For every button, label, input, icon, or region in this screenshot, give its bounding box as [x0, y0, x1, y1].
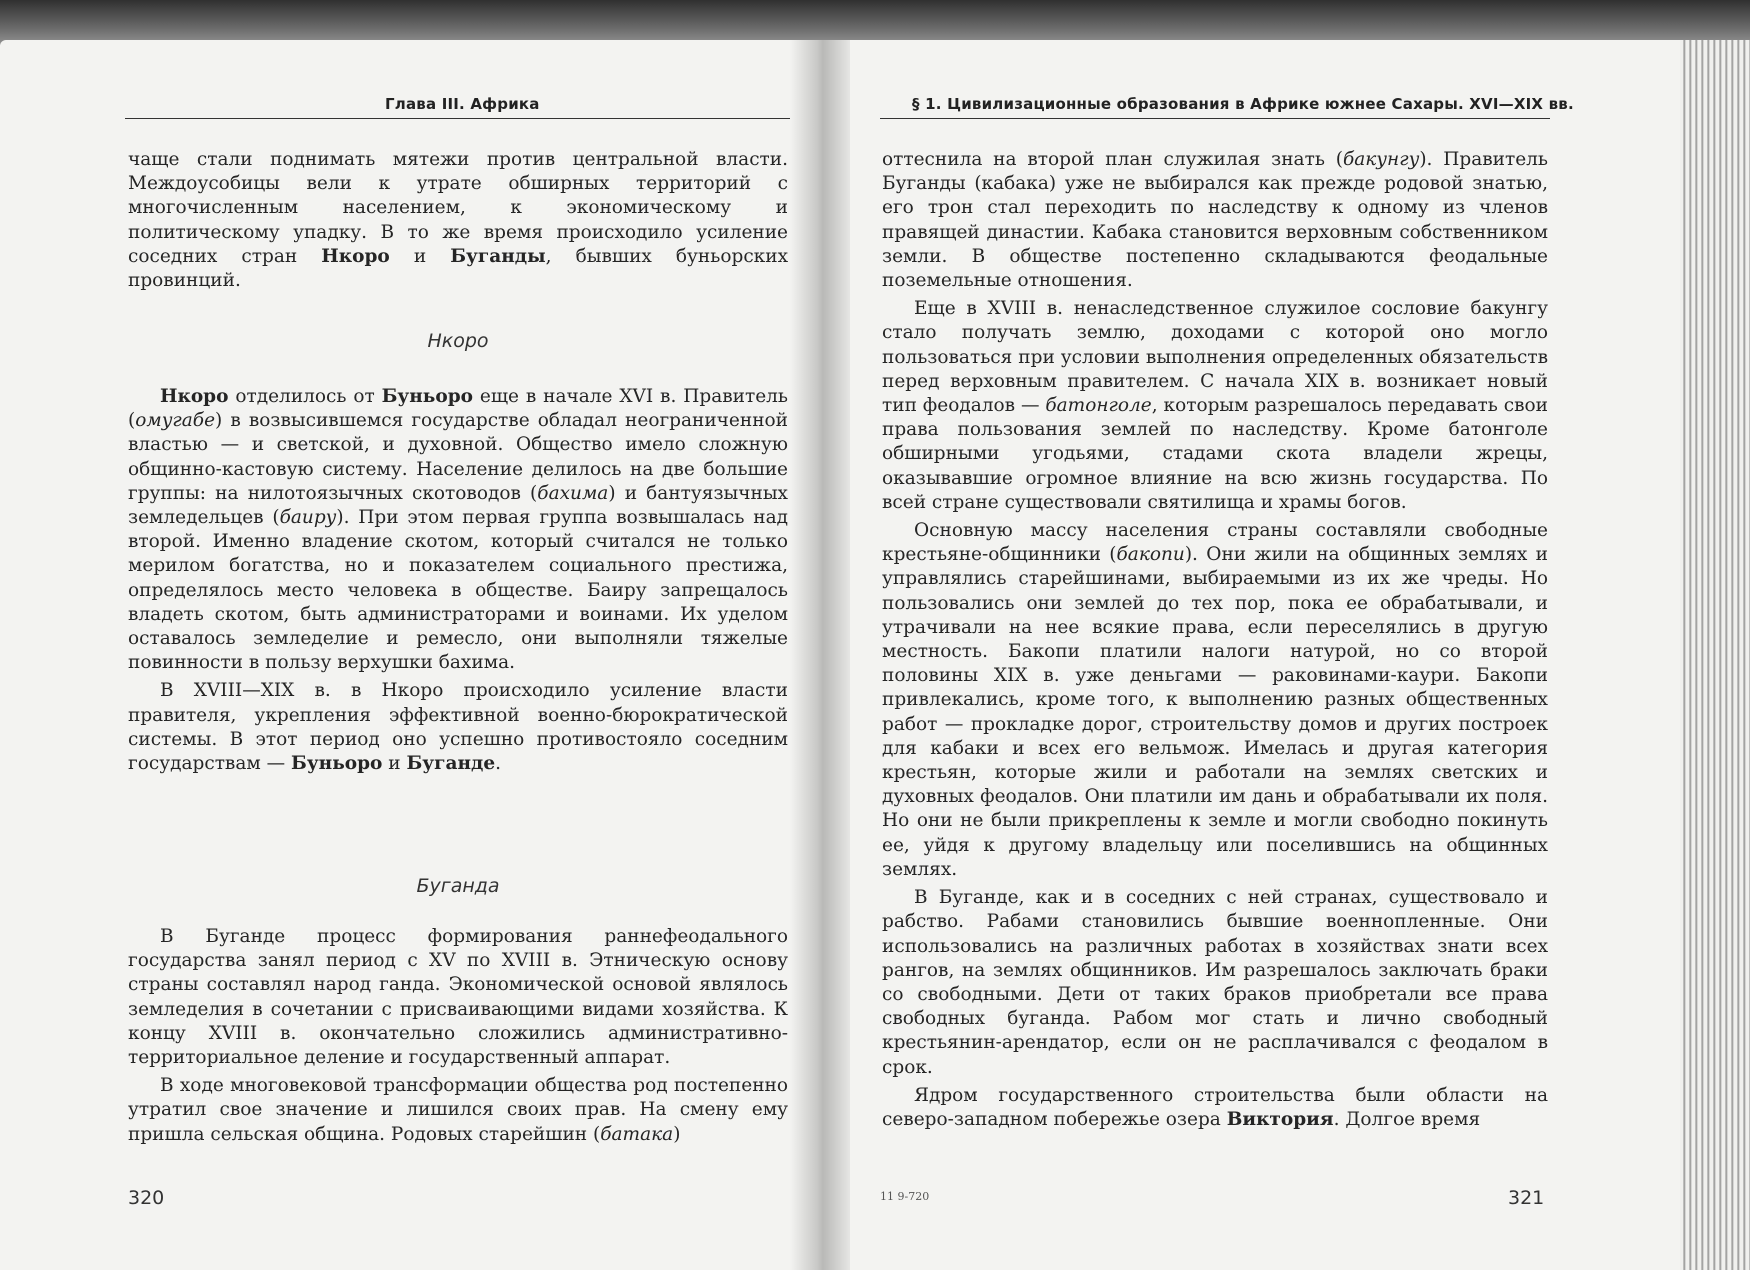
- text-run: . Долгое время: [1333, 1108, 1481, 1130]
- text-run: ): [673, 1123, 681, 1145]
- text-run: и: [382, 753, 407, 775]
- italic-term: омугабе: [135, 410, 216, 432]
- text-run: ). Правитель Буганды (кабака) уже не выбирался как прежде родовой знатью, его трон стал переходить по наследству к одному из членов правящей династии. Кабака становится верховным собственником земли. В обществе постепенно складываются феодальные поземельные отношения.: [882, 149, 1548, 292]
- text-run: отделилось от: [228, 386, 382, 407]
- paragraph-buganda-2: [128, 1074, 788, 1147]
- bold-term: Буньоро: [291, 753, 383, 775]
- text-run: ) в возвысившемся государстве обладал неограниченной властью — и светской, и духовной. Общество имело сложную общинно-кастовую систему. Население делилось на две большие группы: на нилотоязычных скотоводов (: [128, 410, 788, 504]
- text-run: В ходе многовековой трансформации общества род постепенно утратил свое значение и лишился своих прав. На смену ему пришла сельская община. Родовых старейшин (: [128, 1075, 788, 1145]
- paragraph-right-2: [882, 297, 1548, 515]
- printer-signature: 11 9-720: [880, 1190, 930, 1203]
- left-text-buganda: [128, 925, 788, 1151]
- left-running-head: Глава III. Африка: [385, 95, 540, 113]
- page-edges: [1680, 40, 1750, 1270]
- text-run: , бывших буньорских провинций.: [128, 245, 789, 292]
- text-run: ) и бантуязычных земледельцев (: [128, 482, 788, 529]
- italic-term: бакопи: [1116, 544, 1185, 566]
- text-run: чаще стали поднимать мятежи против центральной власти. Междоусобицы вели к утрате обширных территорий с многочисленным населением, к экономическому и политическому упадку. В то же время происходило усиление соседних стран: [128, 149, 788, 267]
- text-run: В XVIII—XIX в. в Нкоро происходило усиление власти правителя, укрепления эффективной военно-бюрократической системы. В этот период оно успешно противостояло соседним государствам —: [128, 680, 788, 775]
- paragraph-right-1: [882, 148, 1548, 293]
- text-run: Ядром государственного строительства были области на северо-западном побережье озера: [882, 1084, 1548, 1130]
- bold-term: Нкоро: [160, 386, 229, 407]
- paragraph-right-4: [882, 886, 1548, 1080]
- bold-term: Нкоро: [321, 245, 390, 267]
- bold-term: Буганде: [406, 753, 496, 775]
- right-text: [882, 148, 1548, 1136]
- text-run: .: [495, 753, 502, 775]
- left-text-top: [128, 148, 788, 297]
- paragraph-buganda-1: [128, 925, 788, 1070]
- subhead-buganda: Буганда: [416, 875, 500, 897]
- text-run: Основную массу населения страны составляли свободные крестьяне-общинники (: [882, 520, 1548, 566]
- text-run: В Буганде, как и в соседних с ней странах, существовало и рабство. Рабами становились бывшие военнопленные. Они использовались на различных работах в хозяйствах знати всех рангов, на землях общинников. Им разрешалось заключать браки со свободными. Дети от таких браков приобретали все права свободных буганда. Рабом мог стать и лично свободный крестьянин-арендатор, если он не расплачивался с феодалом в срок.: [882, 887, 1548, 1078]
- italic-term: баиру: [279, 507, 337, 529]
- book-gutter: [790, 40, 850, 1270]
- italic-term: бахима: [537, 482, 609, 504]
- page-number-left: 320: [128, 1187, 165, 1209]
- text-run: В Буганде процесс формирования раннефеодального государства занял период с XV по XVIII в. Этническую основу страны составлял народ ганда. Экономической основой являлось земледелия в сочетании с присваивающими видами хозяйства. К концу XVIII в. окончательно сложились административно-территориальное деление и государственный аппарат.: [128, 926, 788, 1069]
- italic-term: бакунгу: [1342, 149, 1420, 170]
- paragraph-nkoro-1: [128, 385, 788, 675]
- text-run: еще в начале XVI в. Правитель (: [128, 386, 788, 432]
- left-text-nkoro: [128, 385, 788, 780]
- text-run: и: [389, 245, 451, 267]
- text-run: ). Они жили на общинных землях и управлялись старейшинами, выбираемыми из их же чреды. Но пользовались они землей до тех пор, пока ее обрабатывали, и утрачивали на нее всякие права, если переселялись в другую местность. Бакопи платили налоги натурой, но со второй половины XIX в. уже деньгами — раковинами-каури. Бакопи привлекались, кроме того, к выполнению разных общественных работ — прокладке дорог, строительству домов и других построек для кабаки и всех его вельмож. Имелась и другая категория крестьян, которые жили и работали на землях светских и духовных феодалов. Они платили им дань и обрабатывали их поля. Но они не были прикреплены к земле и могли свободно покинуть ее, уйдя к другому владельцу или поселившись на общинных землях.: [882, 544, 1548, 880]
- subhead-nkoro: Нкоро: [427, 330, 489, 352]
- paragraph-right-5: [882, 1084, 1548, 1132]
- bold-term: Буганды: [450, 245, 546, 267]
- text-run: ). При этом первая группа возвышалась над второй. Именно владение скотом, который считался не только мерилом богатства, но и показателем социального престижа, определялось место человека в обществе. Баиру запрещалось владеть скотом, быть администраторами и воинами. Их уделом оставалось земледелие и ремесло, они выполняли тяжелые повинности в пользу верхушки бахима.: [128, 507, 789, 674]
- text-run: оттеснила на второй план служилая знать (: [882, 149, 1343, 170]
- right-header-rule: [880, 118, 1550, 119]
- paragraph-right-3: [882, 519, 1548, 882]
- text-run: , которым разрешалось передавать свои права пользования землей по наследству. Кроме батонголе обширными угодьями, стадами скота владели жрецы, оказывавшие огромное влияние на всю жизнь государства. По всей стране существовали святилища и храмы богов.: [882, 395, 1548, 513]
- page-number-right: 321: [1508, 1187, 1545, 1209]
- right-running-head: § 1. Цивилизационные образования в Африке южнее Сахары. XVI—XIX вв.: [912, 95, 1574, 113]
- left-header-rule: [125, 118, 790, 119]
- paragraph-intro: [128, 148, 788, 293]
- paragraph-nkoro-2: [128, 679, 788, 776]
- italic-term: батонголе: [1045, 395, 1152, 417]
- bold-term: Буньоро: [381, 386, 473, 407]
- bold-term: Виктория: [1226, 1108, 1334, 1130]
- italic-term: батака: [600, 1123, 674, 1145]
- text-run: Еще в XVIII в. ненаследственное служилое сословие бакунгу стало получать землю, доходами с которой оно могло пользоваться при условии выполнения определенных обязательств перед верховным правителем. С начала XIX в. возникает новый тип феодалов —: [882, 298, 1548, 417]
